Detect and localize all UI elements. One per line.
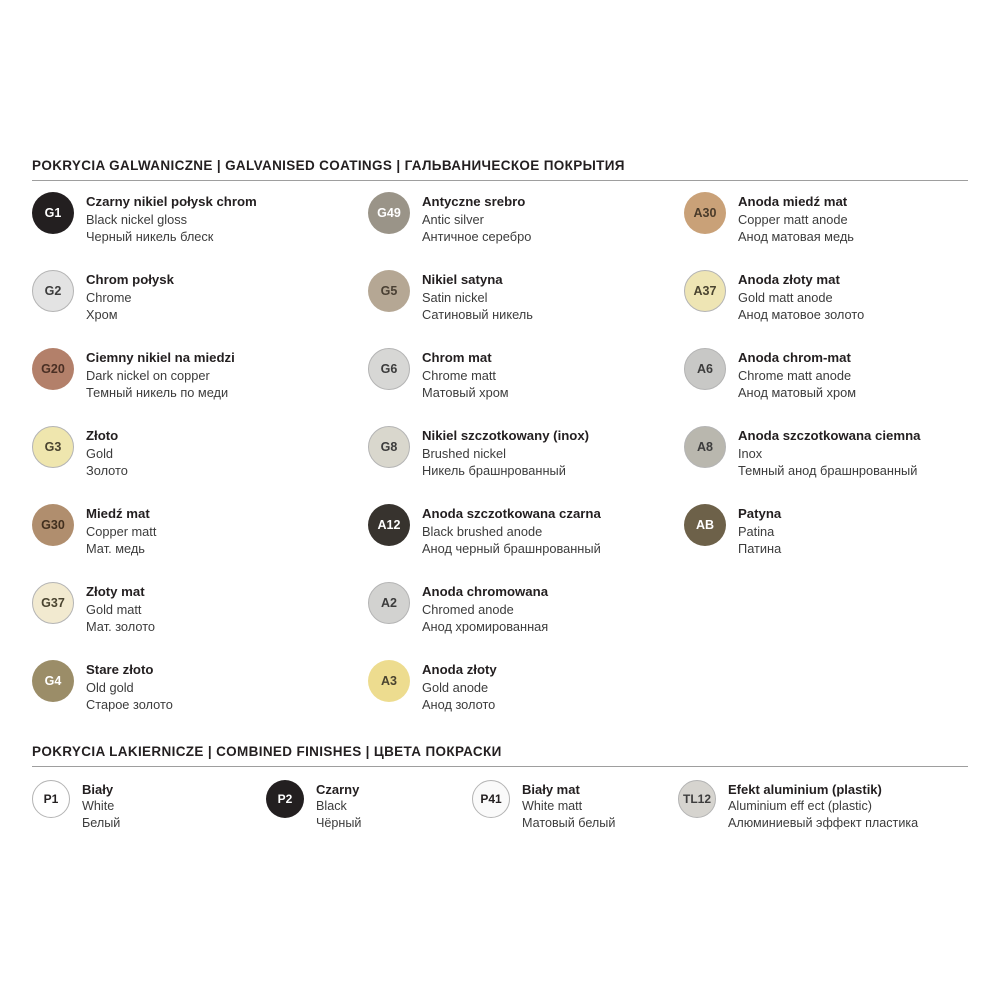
finish-labels [728, 780, 918, 833]
finish-name-ru: Анод матовое золото [738, 306, 865, 322]
finish-item[interactable] [368, 426, 684, 504]
finish-swatch-chip: G3 [32, 426, 74, 468]
finish-item[interactable] [684, 348, 968, 426]
finish-labels [422, 192, 531, 245]
finish-item[interactable] [684, 192, 968, 270]
finish-swatch-chip: G37 [32, 582, 74, 624]
finish-swatch-chip: G8 [368, 426, 410, 468]
finish-item[interactable] [684, 426, 968, 504]
finish-name-en: Black [316, 799, 347, 814]
finish-item[interactable] [32, 504, 368, 582]
finish-name-pl: Chrom połysk [86, 272, 174, 287]
finish-name-pl: Nikiel szczotkowany (inox) [422, 428, 590, 443]
finish-name-en: Old gold [86, 679, 134, 695]
finish-name-ru: Анод хромированная [422, 618, 549, 634]
finish-name-pl: Złoty mat [86, 584, 145, 599]
finish-name-pl: Stare złoto [86, 662, 154, 677]
finish-labels [86, 192, 257, 245]
finish-name-pl: Miedź mat [86, 506, 150, 521]
finish-name-pl: Efekt aluminium (plastik) [728, 782, 882, 797]
finish-labels [422, 582, 548, 635]
finish-name-en: Black brushed anode [422, 523, 543, 539]
finish-labels [86, 504, 156, 557]
finish-name-en: Copper matt anode [738, 211, 848, 227]
finish-item[interactable] [684, 270, 968, 348]
finish-name-en: Antic silver [422, 211, 484, 227]
finish-name-pl: Anoda miedź mat [738, 194, 848, 209]
finish-item[interactable] [472, 780, 678, 840]
finish-name-en: Satin nickel [422, 289, 488, 305]
finish-name-pl: Patyna [738, 506, 782, 521]
finish-item[interactable] [32, 270, 368, 348]
finish-swatch-chip: P1 [32, 780, 70, 818]
finish-name-en: Patina [738, 523, 775, 539]
finish-name-en: Gold [86, 445, 114, 461]
galvanised-coatings-heading: POKRYCIA GALWANICZNE | GALVANISED COATINGS | ГАЛЬВАНИЧЕСКОЕ ПОКРЫТИЯ [32, 158, 968, 181]
finish-name-en: Chrome matt [422, 367, 496, 383]
finish-item[interactable] [32, 192, 368, 270]
finish-name-pl: Anoda szczotkowana ciemna [738, 428, 921, 443]
finish-labels [422, 426, 589, 479]
finish-labels [422, 348, 509, 401]
finish-item[interactable] [368, 270, 684, 348]
finish-labels [738, 192, 854, 245]
finish-labels [738, 348, 856, 401]
finish-name-ru: Старое золото [86, 696, 173, 712]
finish-name-ru: Черный никель блеск [86, 228, 214, 244]
combined-finishes-grid [32, 780, 968, 840]
finish-labels [422, 660, 497, 713]
finish-name-en: Aluminium eff ect (plastic) [728, 799, 872, 814]
finish-labels [738, 270, 864, 323]
finish-item[interactable] [678, 780, 968, 840]
finish-name-ru: Алюминиевый эффект пластика [728, 816, 919, 831]
finish-labels [522, 780, 615, 833]
finish-name-ru: Темный анод брашнрованный [738, 462, 918, 478]
finish-labels [82, 780, 120, 833]
finish-item[interactable] [32, 780, 266, 840]
finish-swatch-chip: G30 [32, 504, 74, 546]
finish-swatch-chip: A37 [684, 270, 726, 312]
finish-name-en: Chrome matt anode [738, 367, 852, 383]
finish-name-ru: Античное серебро [422, 228, 532, 244]
finish-name-pl: Antyczne srebro [422, 194, 526, 209]
finish-name-ru: Белый [82, 816, 121, 831]
finish-item[interactable] [266, 780, 472, 840]
finish-labels [316, 780, 361, 833]
finish-name-en: White [82, 799, 115, 814]
finish-name-ru: Анод черный брашнрованный [422, 540, 601, 556]
finish-name-ru: Темный никель по меди [86, 384, 229, 400]
finish-labels [738, 504, 781, 557]
finish-name-pl: Anoda chromowana [422, 584, 549, 599]
finish-name-pl: Chrom mat [422, 350, 492, 365]
galvanised-coatings-grid [32, 192, 968, 738]
finish-name-pl: Anoda chrom-mat [738, 350, 851, 365]
finish-name-en: Brushed nickel [422, 445, 506, 461]
finish-name-pl: Ciemny nikiel na miedzi [86, 350, 235, 365]
finish-name-ru: Золото [86, 462, 128, 478]
finish-name-en: Copper matt [86, 523, 157, 539]
finish-swatch-chip: A2 [368, 582, 410, 624]
finish-name-pl: Anoda złoty mat [738, 272, 840, 287]
finish-swatch-chip: G5 [368, 270, 410, 312]
finish-swatch-chip: A3 [368, 660, 410, 702]
finish-labels [422, 504, 601, 557]
finish-name-ru: Матовый хром [422, 384, 509, 400]
finish-swatch-chip: AB [684, 504, 726, 546]
finish-swatch-chip: G1 [32, 192, 74, 234]
finish-swatch-chip: G6 [368, 348, 410, 390]
finish-name-ru: Чёрный [316, 816, 362, 831]
finish-name-en: White matt [522, 799, 583, 814]
finish-name-ru: Анод матовый хром [738, 384, 857, 400]
finish-name-en: Dark nickel on copper [86, 367, 210, 383]
finish-name-ru: Никель брашнрованный [422, 462, 566, 478]
finish-name-pl: Anoda złoty [422, 662, 497, 677]
finish-name-ru: Анод матовая медь [738, 228, 854, 244]
finish-labels [738, 426, 920, 479]
finish-item[interactable] [32, 426, 368, 504]
finish-name-ru: Хром [86, 306, 118, 322]
finish-item[interactable] [368, 192, 684, 270]
finish-name-pl: Biały mat [522, 782, 580, 797]
finish-name-en: Gold matt anode [738, 289, 833, 305]
finish-name-ru: Патина [738, 540, 782, 556]
finish-swatch-chip: G2 [32, 270, 74, 312]
finish-labels [86, 348, 235, 401]
finish-labels [86, 270, 174, 323]
finish-name-pl: Czarny nikiel połysk chrom [86, 194, 257, 209]
finish-item[interactable] [368, 348, 684, 426]
finish-item[interactable] [32, 582, 368, 660]
finish-name-en: Chromed anode [422, 601, 514, 617]
finish-swatch-chip: TL12 [678, 780, 716, 818]
finish-name-ru: Мат. золото [86, 618, 156, 634]
finish-labels [86, 426, 128, 479]
finish-name-en: Gold anode [422, 679, 489, 695]
finish-name-pl: Biały [82, 782, 114, 797]
finish-name-en: Inox [738, 445, 763, 461]
finish-swatch-chip: A8 [684, 426, 726, 468]
finish-item[interactable] [368, 660, 684, 738]
combined-finishes-heading: POKRYCIA LAKIERNICZE | COMBINED FINISHES | ЦВЕТА ПОКРАСКИ [32, 744, 968, 767]
finish-name-pl: Anoda szczotkowana czarna [422, 506, 601, 521]
finish-name-ru: Мат. медь [86, 540, 145, 556]
finish-name-pl: Czarny [316, 782, 360, 797]
finish-swatch-chip: P2 [266, 780, 304, 818]
finish-item[interactable] [684, 504, 968, 582]
finish-swatch-chip: A6 [684, 348, 726, 390]
finish-swatch-chip: P41 [472, 780, 510, 818]
finish-swatch-chip: G4 [32, 660, 74, 702]
finish-swatch-chip: G20 [32, 348, 74, 390]
finish-name-en: Chrome [86, 289, 132, 305]
finish-labels [422, 270, 533, 323]
finish-name-en: Black nickel gloss [86, 211, 187, 227]
finish-name-en: Gold matt [86, 601, 142, 617]
finish-labels [86, 582, 155, 635]
finish-name-ru: Анод золото [422, 696, 496, 712]
finish-name-ru: Сатиновый никель [422, 306, 533, 322]
finish-name-ru: Матовый белый [522, 816, 616, 831]
finish-item[interactable] [32, 660, 368, 738]
finish-item[interactable] [32, 348, 368, 426]
finish-swatch-chip: G49 [368, 192, 410, 234]
finish-item[interactable] [368, 504, 684, 582]
finish-item[interactable] [368, 582, 684, 660]
finish-swatch-chip: A12 [368, 504, 410, 546]
finish-name-pl: Nikiel satyna [422, 272, 503, 287]
finish-labels [86, 660, 173, 713]
finish-swatch-chip: A30 [684, 192, 726, 234]
finish-name-pl: Złoto [86, 428, 119, 443]
